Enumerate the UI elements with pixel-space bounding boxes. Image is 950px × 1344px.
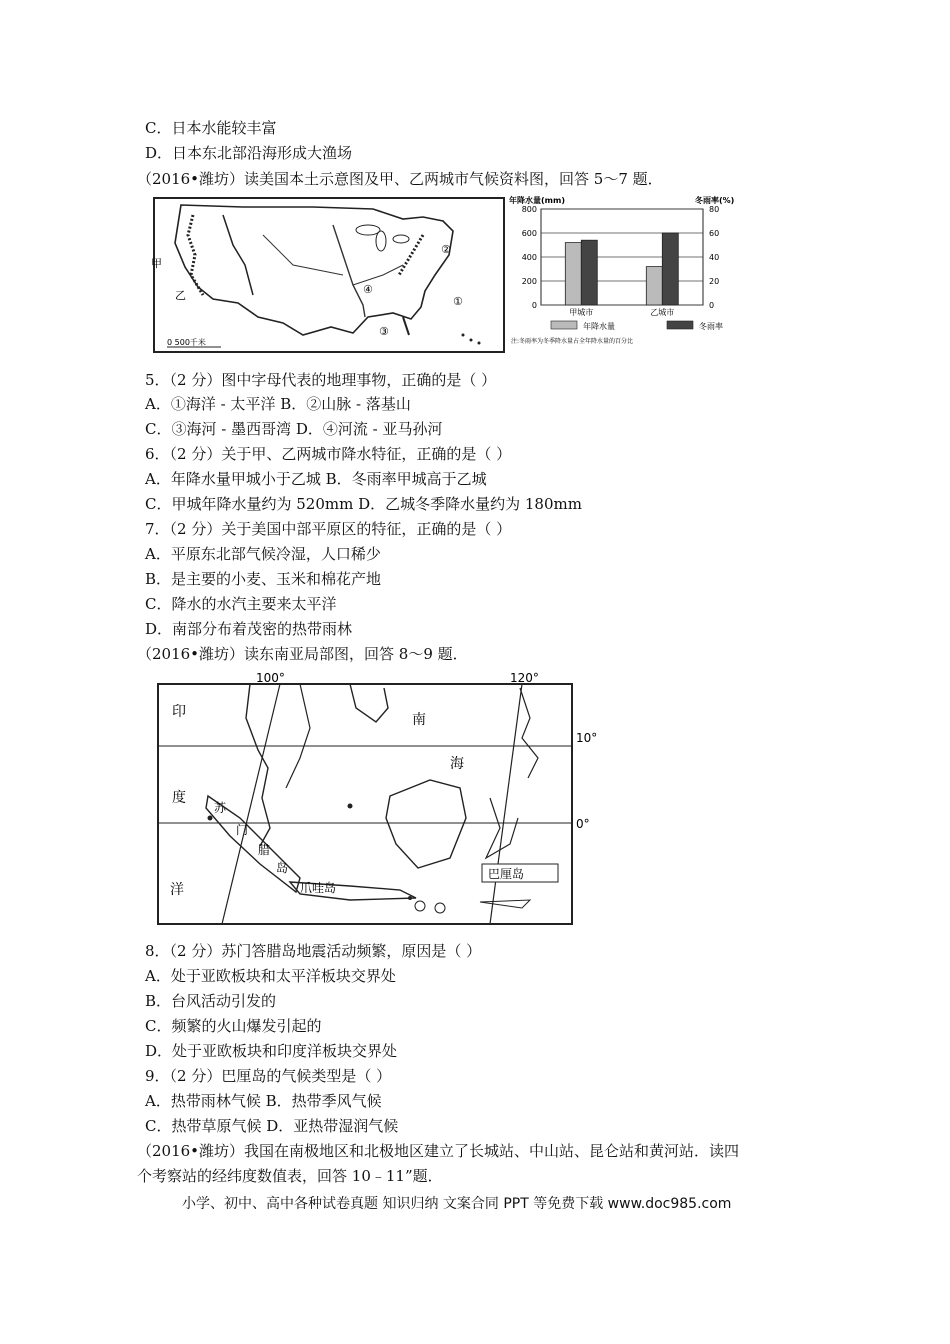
bar-winter xyxy=(662,233,678,305)
q7-option-a: A．平原东北部气候冷湿，人口稀少 xyxy=(145,545,381,563)
footer: 小学、初中、高中各种试卷真题 知识归纳 文案合同 PPT 等免费下载 www.doc985.com xyxy=(182,1196,732,1212)
lat-0: 0° xyxy=(576,817,590,831)
bar-annual xyxy=(565,243,581,305)
intro-q10-11: （2016•潍坊）我国在南极地区和北极地区建立了长城站、中山站、昆仑站和黄河站．读四 xyxy=(137,1142,740,1160)
tick-label-left: 600 xyxy=(521,229,537,238)
label-n2: ② xyxy=(441,243,451,256)
label-n1: ① xyxy=(453,295,463,308)
q6-options-ab: A．年降水量甲城小于乙城 B．冬雨率甲城高于乙城 xyxy=(145,470,487,488)
q7-option-b: B．是主要的小麦、玉米和棉花产地 xyxy=(145,570,382,588)
option-c-japan: C．日本水能较丰富 xyxy=(145,119,277,137)
label-yang: 洋 xyxy=(170,882,184,898)
bar-winter xyxy=(581,240,597,305)
label-bali: 巴厘岛 xyxy=(488,867,525,881)
q5-options-ab: A．①海洋 - 太平洋 B．②山脉 - 落基山 xyxy=(145,395,411,413)
label-yin: 印 xyxy=(172,704,186,720)
lon-100: 100° xyxy=(256,671,285,685)
bar-annual xyxy=(646,267,662,305)
scale-bar: 0 500千米 xyxy=(167,338,206,347)
usa-map xyxy=(153,195,507,355)
q7-option-d: D．南部分布着茂密的热带雨林 xyxy=(145,620,353,638)
question-5: 5．（2 分）图中字母代表的地理事物，正确的是（ ） xyxy=(145,371,497,389)
label-du: 度 xyxy=(172,790,186,806)
legend-winter: 冬雨率 xyxy=(699,322,723,331)
option-d-japan: D．日本东北部沿海形成大渔场 xyxy=(145,144,353,162)
tick-label-left: 800 xyxy=(521,205,537,214)
label-yi: 乙 xyxy=(175,289,186,302)
question-7: 7．（2 分）关于美国中部平原区的特征，正确的是（ ） xyxy=(145,520,512,538)
label-hai: 海 xyxy=(450,756,464,772)
label-dao: 岛 xyxy=(276,861,289,875)
climate-chart xyxy=(507,193,762,353)
label-n3: ③ xyxy=(379,325,389,338)
chart-ylabel-left: 年降水量(mm) xyxy=(509,196,565,205)
label-la: 腊 xyxy=(258,843,271,857)
category-label: 乙城市 xyxy=(650,308,675,317)
lat-10: 10° xyxy=(576,731,598,745)
q9-options-ab: A．热带雨林气候 B．热带季风气候 xyxy=(145,1092,382,1110)
tick-label-right: 80 xyxy=(709,205,720,214)
tick-label-right: 0 xyxy=(709,301,715,310)
label-men: 门 xyxy=(236,823,249,837)
tick-label-left: 400 xyxy=(521,253,537,262)
chart-ylabel-right: 冬雨率(%) xyxy=(695,196,735,205)
legend-swatch-winter xyxy=(667,321,693,329)
tick-label-right: 60 xyxy=(709,229,720,238)
legend-annual: 年降水量 xyxy=(583,322,615,331)
question-6: 6．（2 分）关于甲、乙两城市降水特征，正确的是（ ） xyxy=(145,445,512,463)
label-nan: 南 xyxy=(412,712,426,728)
tick-label-right: 20 xyxy=(709,277,720,286)
q6-options-cd: C．甲城年降水量约为 520mm D．乙城冬季降水量约为 180mm xyxy=(145,495,582,513)
lon-120: 120° xyxy=(510,671,539,685)
q8-option-b: B．台风活动引发的 xyxy=(145,992,277,1010)
q8-option-a: A．处于亚欧板块和太平洋板块交界处 xyxy=(145,967,396,985)
q8-option-d: D．处于亚欧板块和印度洋板块交界处 xyxy=(145,1042,398,1060)
question-9: 9．（2 分）巴厘岛的气候类型是（ ） xyxy=(145,1067,392,1085)
label-n4: ④ xyxy=(363,283,373,296)
q5-options-cd: C．③海河 - 墨西哥湾 D．④河流 - 亚马孙河 xyxy=(145,420,443,438)
intro-q5-7: （2016•潍坊）读美国本土示意图及甲、乙两城市气候资料图，回答 5～7 题． xyxy=(137,170,663,188)
label-jia: 甲 xyxy=(151,257,162,270)
legend-swatch-annual xyxy=(551,321,577,329)
q7-option-c: C．降水的水汽主要来太平洋 xyxy=(145,595,337,613)
question-8: 8．（2 分）苏门答腊岛地震活动频繁，原因是（ ） xyxy=(145,942,482,960)
label-su: 苏 xyxy=(214,801,227,815)
chart-note: 注:冬雨率为冬季降水量占全年降水量的百分比 xyxy=(511,338,634,345)
label-java: 爪哇岛 xyxy=(300,881,337,895)
intro-q8-9: （2016•潍坊）读东南亚局部图，回答 8～9 题． xyxy=(137,645,468,663)
q8-option-c: C．频繁的火山爆发引起的 xyxy=(145,1017,322,1035)
tick-label-left: 0 xyxy=(531,301,537,310)
category-label: 甲城市 xyxy=(569,308,594,317)
tick-label-right: 40 xyxy=(709,253,720,262)
tick-label-left: 200 xyxy=(521,277,537,286)
southeast-asia-map xyxy=(150,668,620,930)
q9-options-cd: C．热带草原气候 D．亚热带湿润气候 xyxy=(145,1117,399,1135)
intro-q10-11-cont: 个考察站的经纬度数值表，回答 10﹣11”题． xyxy=(137,1167,443,1185)
